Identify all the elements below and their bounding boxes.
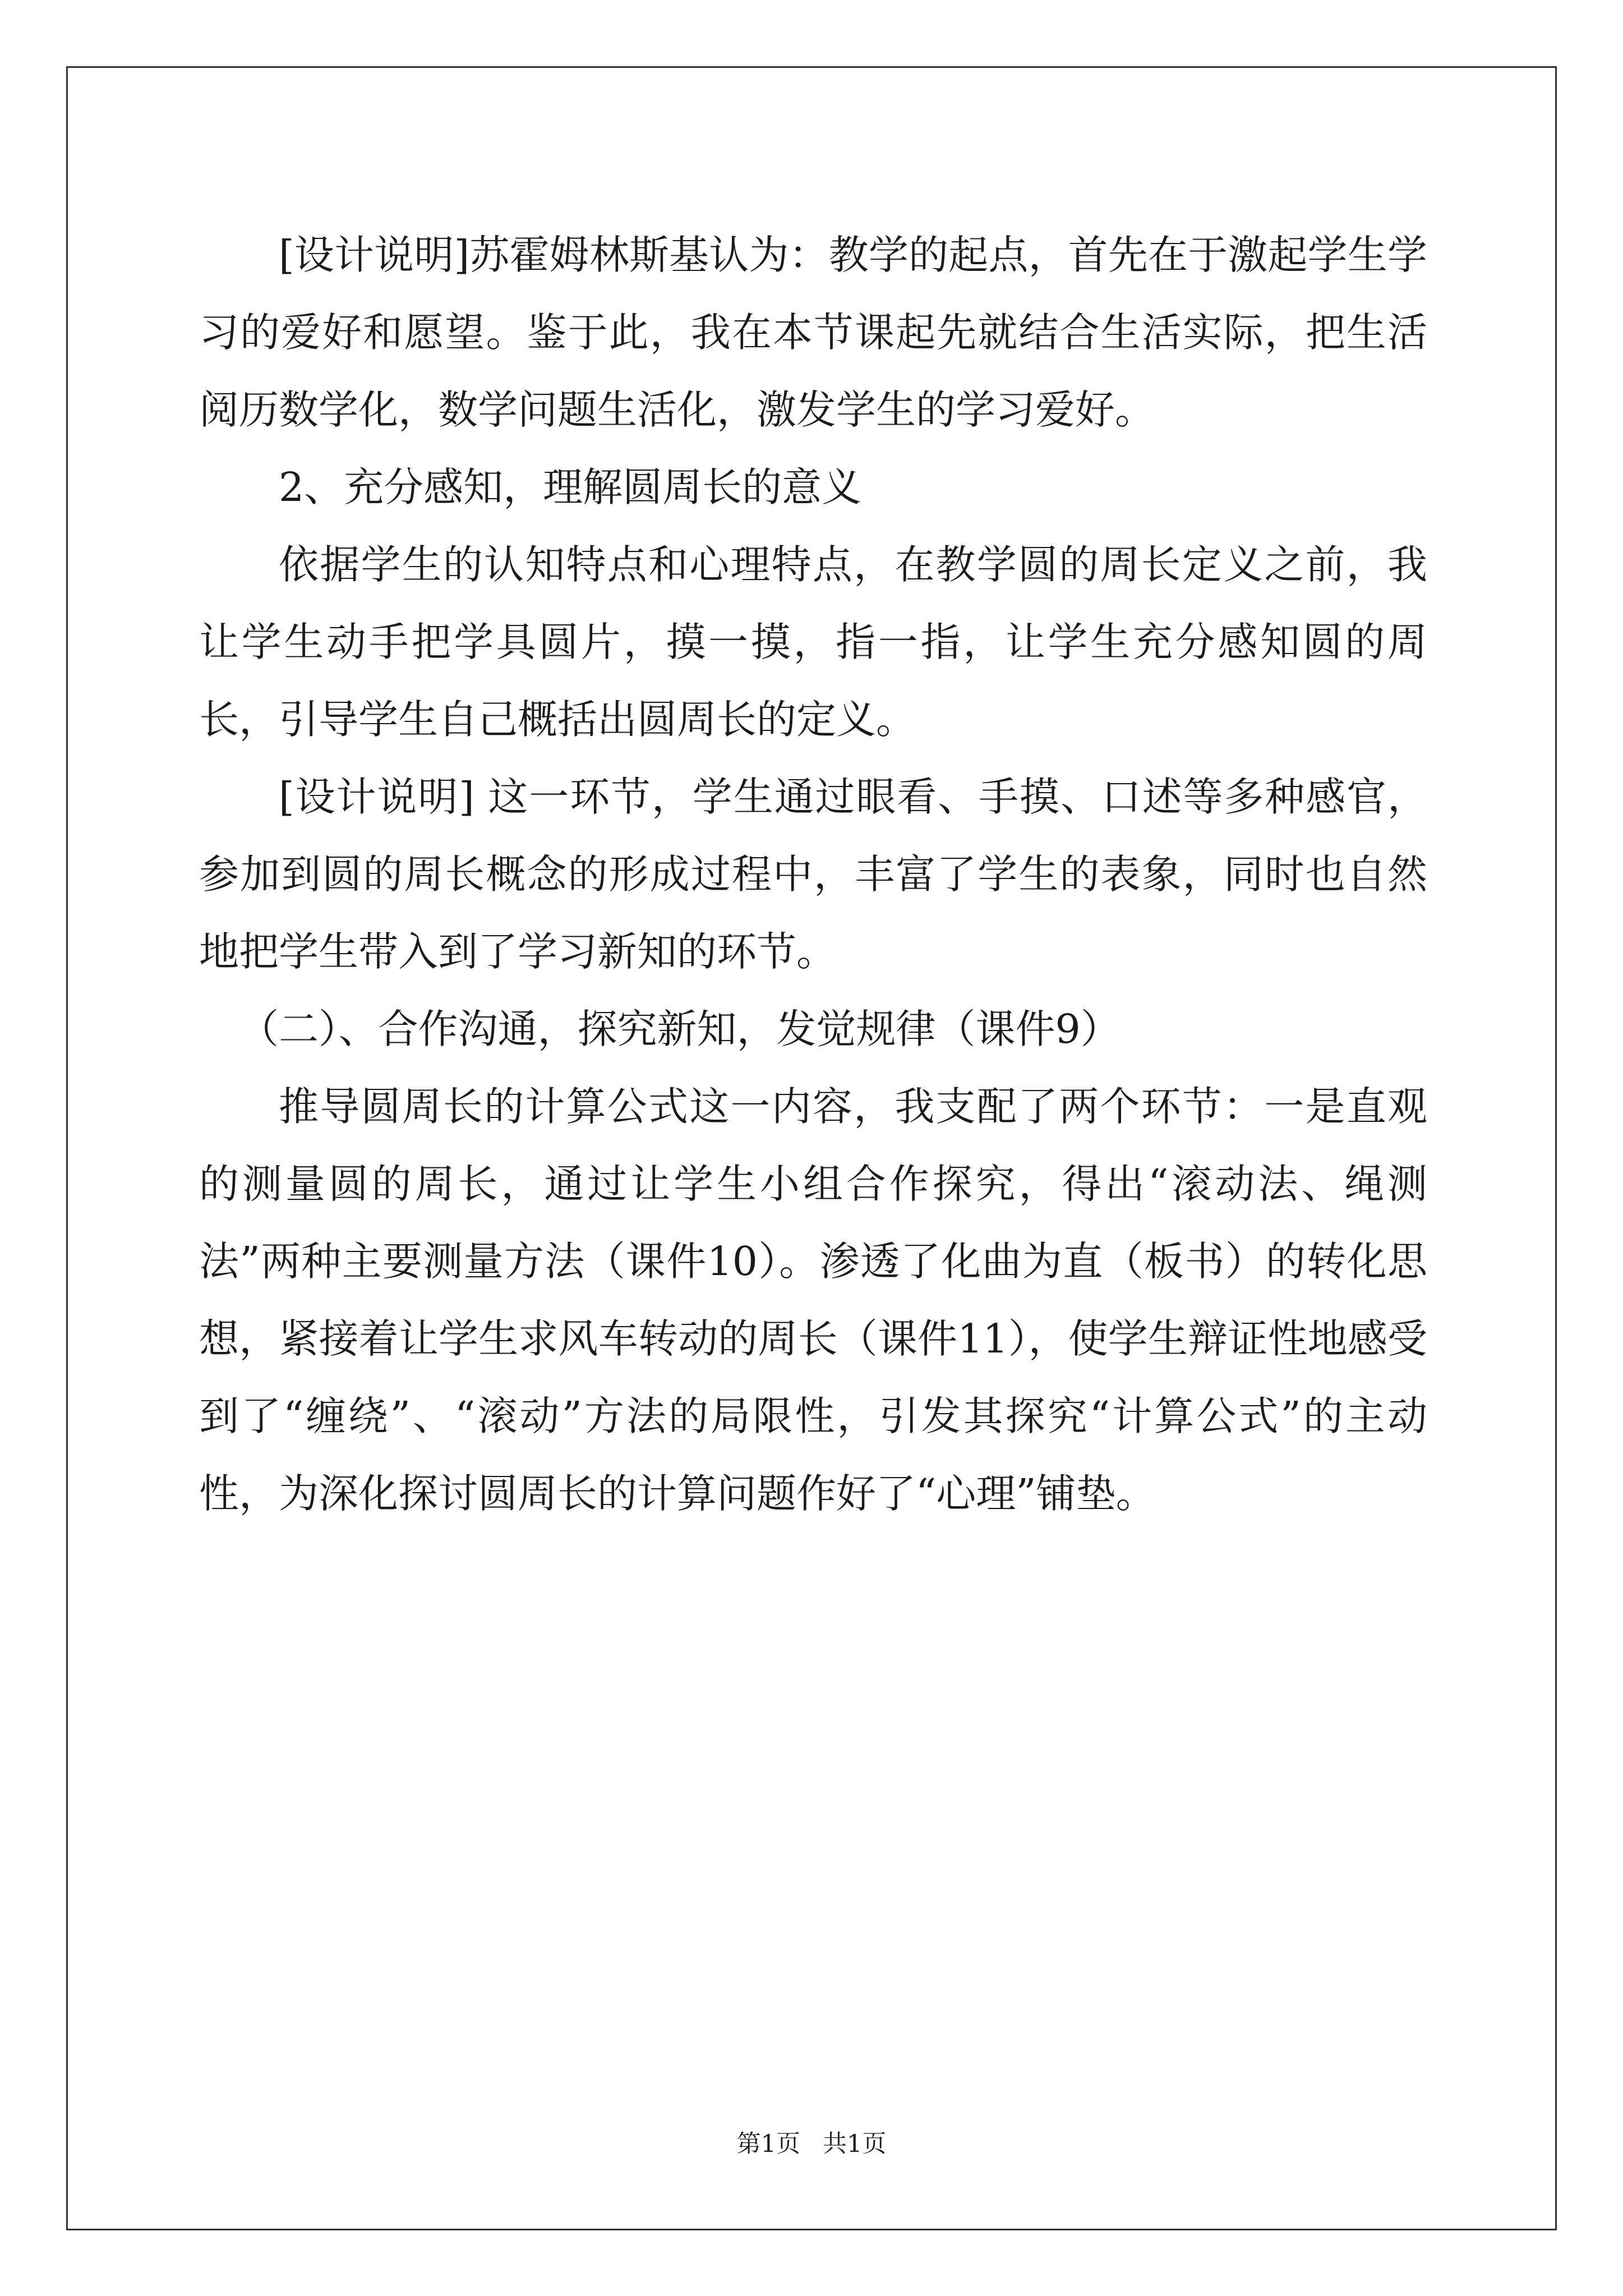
paragraph-design-note-1: [设计说明]苏霍姆林斯基认为：教学的起点，首先在于激起学生学习的爱好和愿望。鉴于此，我在本节课起先就结合生活实际，把生活阅历数学化，数学问题生活化，激发学生的学习爱好。 bbox=[199, 232, 1427, 433]
page-footer bbox=[0, 2125, 1623, 2159]
paragraph-formula-derivation: 推导圆周长的计算公式这一内容，我支配了两个环节：一是直观的测量圆的周长，通过让学生小组合作探究，得出“滚动法、绳测法”两种主要测量方法（课件10）。渗透了化曲为直（板书）的转化思想，紧接着让学生求风车转动的周长（课件11），使学生辩证性地感受到了“缠绕”、“滚动”方法的局限性，引发其探究“计算公式”的主动性，为深化探讨圆周长的计算问题作好了“心理”铺垫。 bbox=[199, 1083, 1427, 1517]
section-heading-2: 2、充分感知，理解圆周长的意义 bbox=[279, 464, 862, 510]
page-total: 共1页 bbox=[823, 2130, 887, 2158]
page-number: 第1页 bbox=[736, 2130, 800, 2158]
paragraph-design-note-2: [设计说明] 这一环节，学生通过眼看、手摸、口述等多种感官，参加到圆的周长概念的形成过程中，丰富了学生的表象，同时也自然地把学生带入到了学习新知的环节。 bbox=[199, 774, 1427, 975]
section-heading-part-two: （二）、合作沟通，探究新知，发觉规律（课件9） bbox=[239, 1006, 1121, 1052]
document-body bbox=[199, 217, 1427, 1533]
paragraph-perception: 依据学生的认知特点和心理特点，在教学圆的周长定义之前，我让学生动手把学具圆片，摸一摸，指一指，让学生充分感知圆的周长，引导学生自己概括出圆周长的定义。 bbox=[199, 541, 1427, 743]
